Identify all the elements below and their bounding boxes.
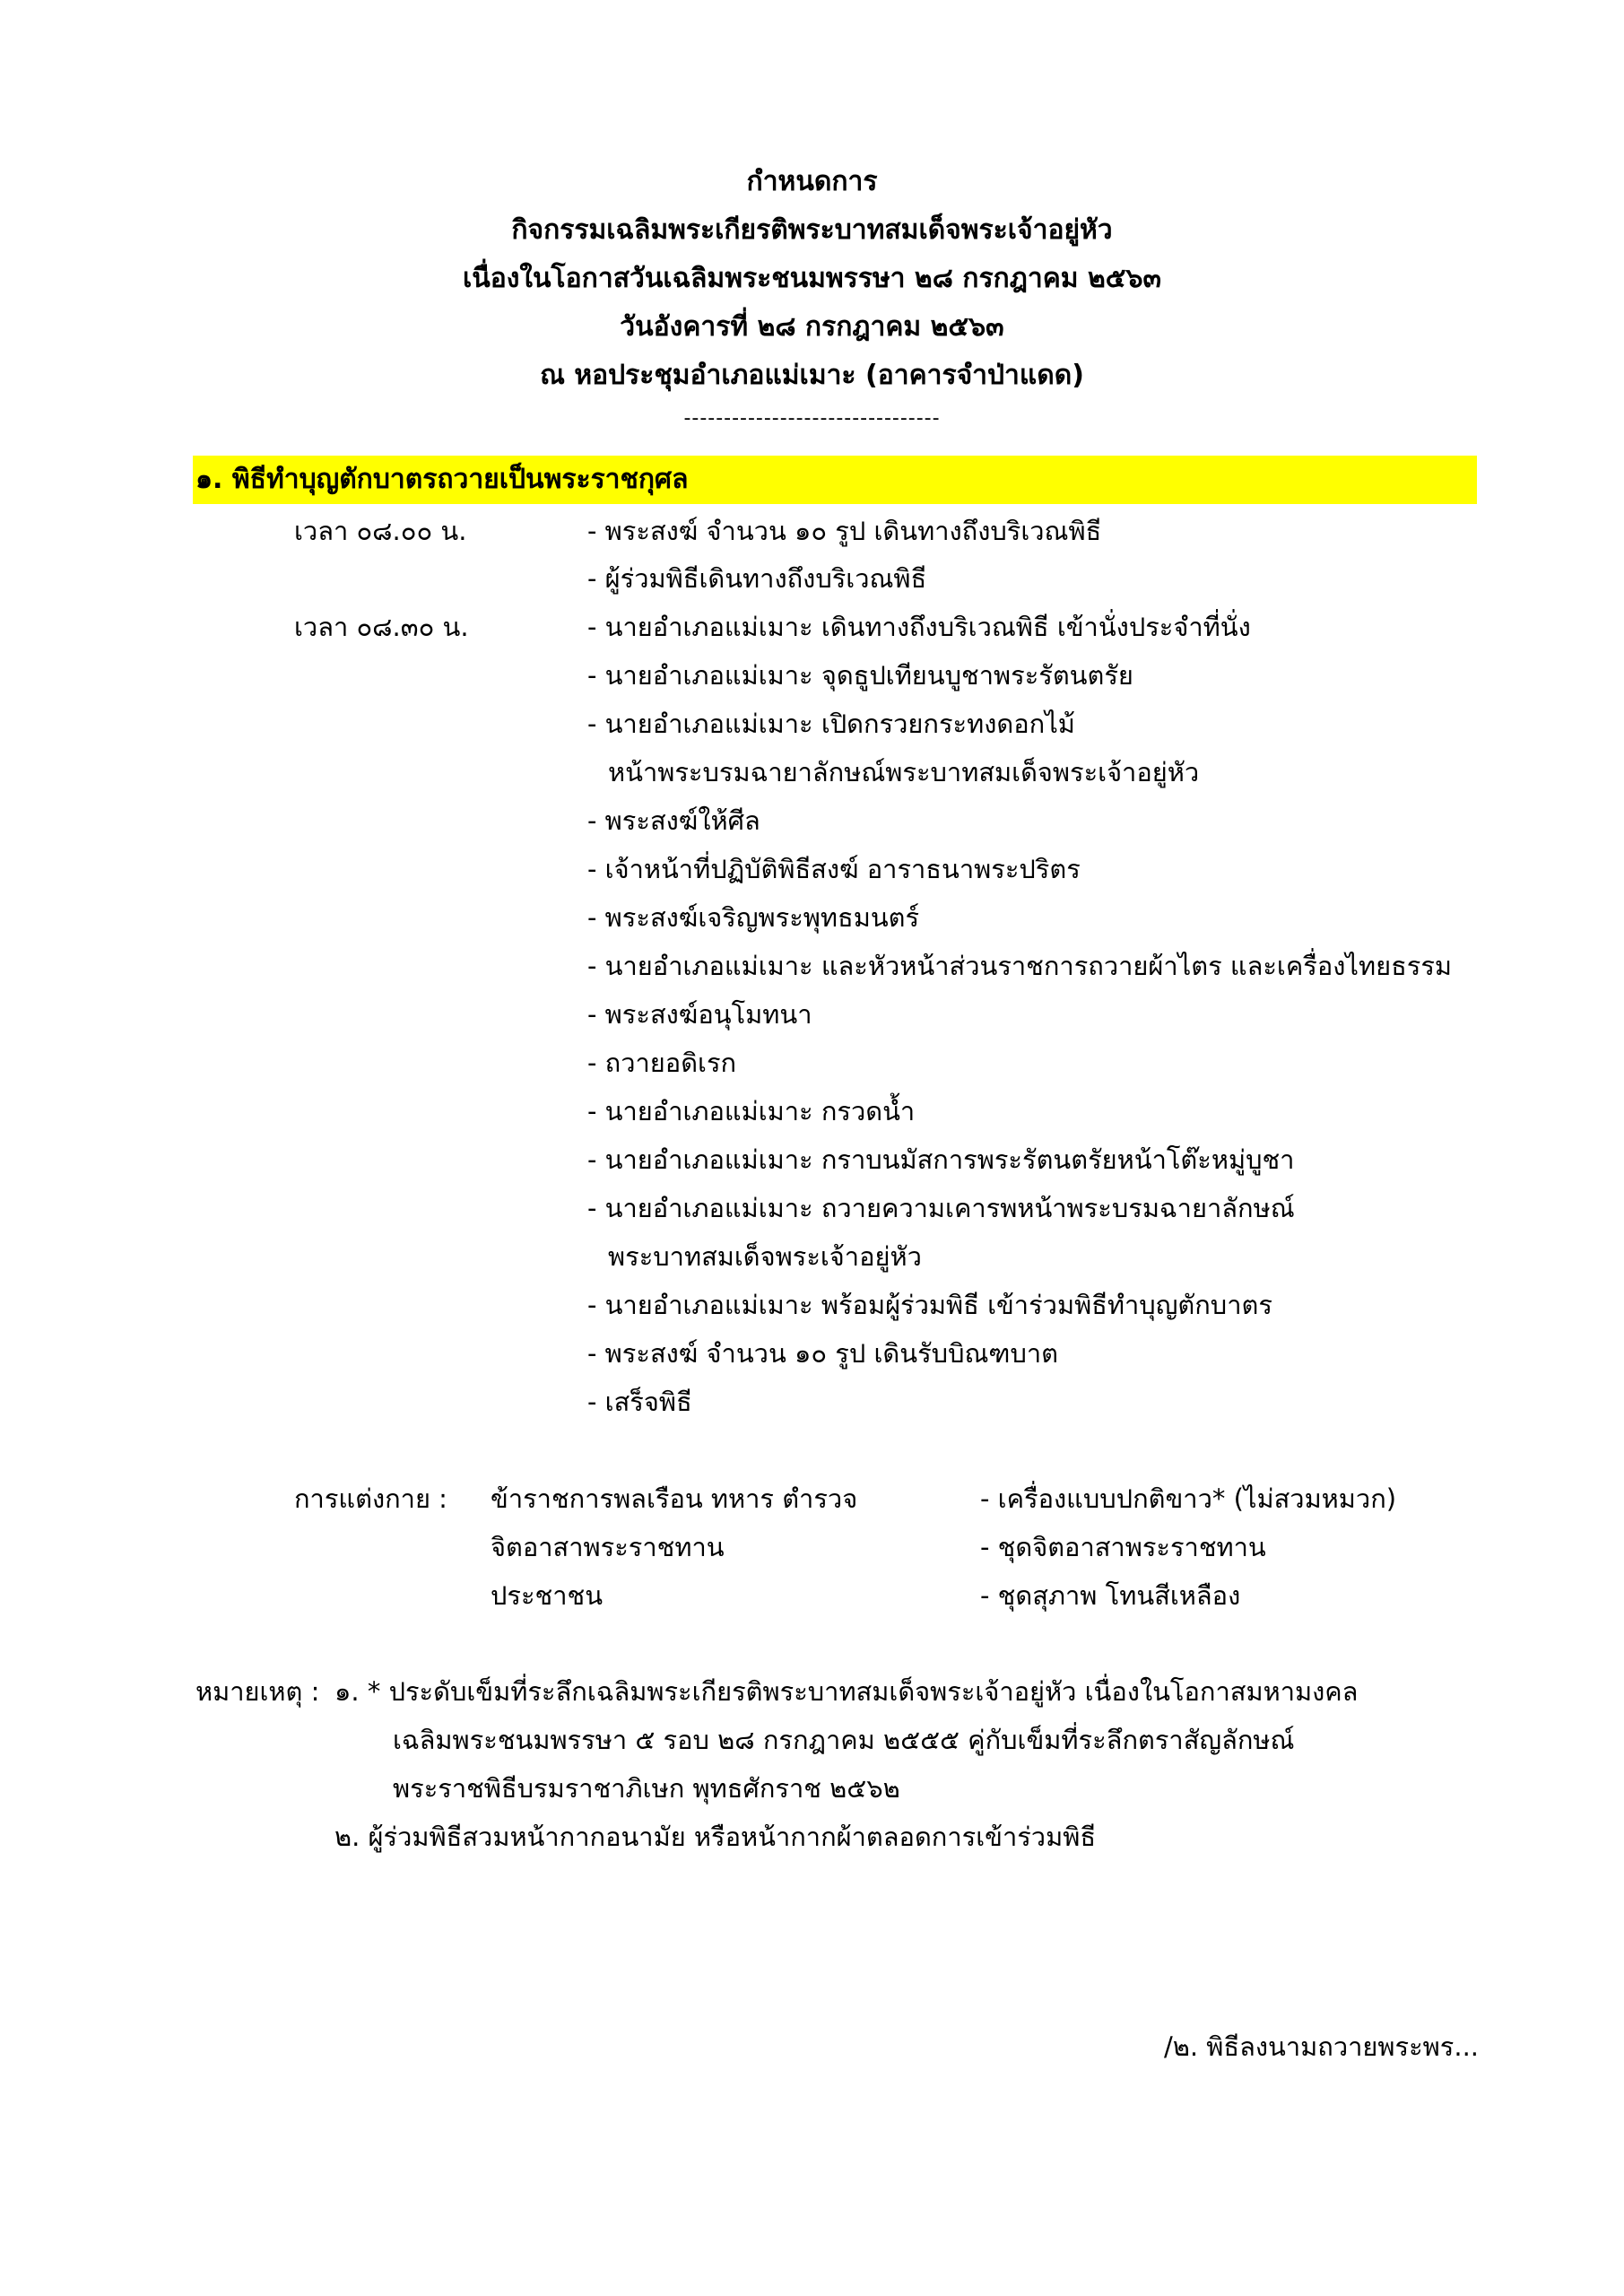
schedule-item: - พระสงฆ์อนุโมทนา	[587, 999, 812, 1030]
dress-group: จิตอาสาพระราชทาน	[491, 1532, 725, 1562]
schedule-item: - ถวายอดิเรก	[587, 1048, 737, 1078]
note-1-continuation: เฉลิมพระชนมพรรษา ๕ รอบ ๒๘ กรกฎาคม ๒๕๕๕ คู่กับเข็มที่ระลึกตราสัญลักษณ์	[393, 1725, 1295, 1755]
dress-group: ประชาชน	[491, 1580, 604, 1611]
schedule-item: - ผู้ร่วมพิธีเดินทางถึงบริเวณพิธี	[587, 563, 927, 594]
schedule-item: - เจ้าหน้าที่ปฏิบัติพิธีสงฆ์ อาราธนาพระปริตร	[587, 854, 1081, 884]
dress-attire: - ชุดสุภาพ โทนสีเหลือง	[980, 1580, 1241, 1611]
document-header	[0, 158, 1624, 432]
schedule-item-continuation: พระบาทสมเด็จพระเจ้าอยู่หัว	[608, 1241, 922, 1272]
schedule-item: - นายอำเภอแม่เมาะ และหัวหน้าส่วนราชการถวายผ้าไตร และเครื่องไทยธรรม	[587, 951, 1453, 981]
dress-code-label: การแต่งกาย :	[294, 1483, 447, 1514]
schedule-item: - นายอำเภอแม่เมาะ กราบนมัสการพระรัตนตรัยหน้าโต๊ะหมู่บูชา	[587, 1144, 1295, 1175]
dress-attire: - เครื่องแบบปกติขาว* (ไม่สวมหมวก)	[980, 1483, 1397, 1514]
schedule-time-0830: เวลา ๐๘.๓๐ น.	[294, 612, 469, 642]
note-1-continuation: พระราชพิธีบรมราชาภิเษก พุทธศักราช ๒๕๖๒	[393, 1773, 900, 1804]
section-title: ๑. พิธีทำบุญตักบาตรถวายเป็นพระราชกุศล	[195, 464, 689, 495]
header-divider: --------------------------------	[683, 407, 941, 430]
note-2: ๒. ผู้ร่วมพิธีสวมหน้ากากอนามัย หรือหน้ากากผ้าตลอดการเข้าร่วมพิธี	[334, 1822, 1097, 1852]
dress-group: ข้าราชการพลเรือน ทหาร ตำรวจ	[491, 1483, 858, 1514]
schedule-item: - เสร็จพิธี	[587, 1387, 692, 1417]
note-1: ๑. * ประดับเข็มที่ระลึกเฉลิมพระเกียรติพระบาทสมเด็จพระเจ้าอยู่หัว เนื่องในโอกาสมหามงคล	[334, 1676, 1359, 1707]
header-occasion: เนื่องในโอกาสวันเฉลิมพระชนมพรรษา ๒๘ กรกฎาคม ๒๕๖๓	[462, 263, 1162, 294]
schedule-item: - นายอำเภอแม่เมาะ จุดธูปเทียนบูชาพระรัตนตรัย	[587, 660, 1133, 691]
schedule-item: - นายอำเภอแม่เมาะ เดินทางถึงบริเวณพิธี เข้านั่งประจำที่นั่ง	[587, 612, 1251, 642]
schedule-item: - พระสงฆ์ให้ศีล	[587, 805, 760, 836]
schedule-item: - พระสงฆ์ จำนวน ๑๐ รูป เดินทางถึงบริเวณพิธี	[587, 516, 1102, 546]
schedule-item: - นายอำเภอแม่เมาะ เปิดกรวยกระทงดอกไม้	[587, 709, 1075, 739]
schedule-item-continuation: หน้าพระบรมฉายาลักษณ์พระบาทสมเด็จพระเจ้าอยู่หัว	[608, 757, 1200, 787]
dress-attire: - ชุดจิตอาสาพระราชทาน	[980, 1532, 1266, 1562]
schedule-item: - พระสงฆ์ จำนวน ๑๐ รูป เดินรับบิณฑบาต	[587, 1338, 1058, 1369]
schedule-time-0800: เวลา ๐๘.๐๐ น.	[294, 516, 467, 546]
schedule-item: - พระสงฆ์เจริญพระพุทธมนตร์	[587, 902, 920, 933]
notes-label: หมายเหตุ :	[195, 1676, 320, 1707]
header-activity: กิจกรรมเฉลิมพระเกียรติพระบาทสมเด็จพระเจ้าอยู่หัว	[511, 214, 1113, 246]
schedule-item: - นายอำเภอแม่เมาะ พร้อมผู้ร่วมพิธี เข้าร่วมพิธีทำบุญตักบาตร	[587, 1290, 1272, 1320]
header-venue: ณ หอประชุมอำเภอแม่เมาะ (อาคารจำป่าแดด)	[540, 360, 1084, 391]
schedule-item: - นายอำเภอแม่เมาะ ถวายความเคารพหน้าพระบรมฉายาลักษณ์	[587, 1193, 1295, 1223]
schedule-item: - นายอำเภอแม่เมาะ กรวดน้ำ	[587, 1096, 916, 1126]
next-page-reference: /๒. พิธีลงนามถวายพระพร...	[1163, 2031, 1479, 2062]
header-title: กำหนดการ	[746, 166, 878, 197]
header-date: วันอังคารที่ ๒๘ กรกฎาคม ๒๕๖๓	[620, 311, 1004, 343]
